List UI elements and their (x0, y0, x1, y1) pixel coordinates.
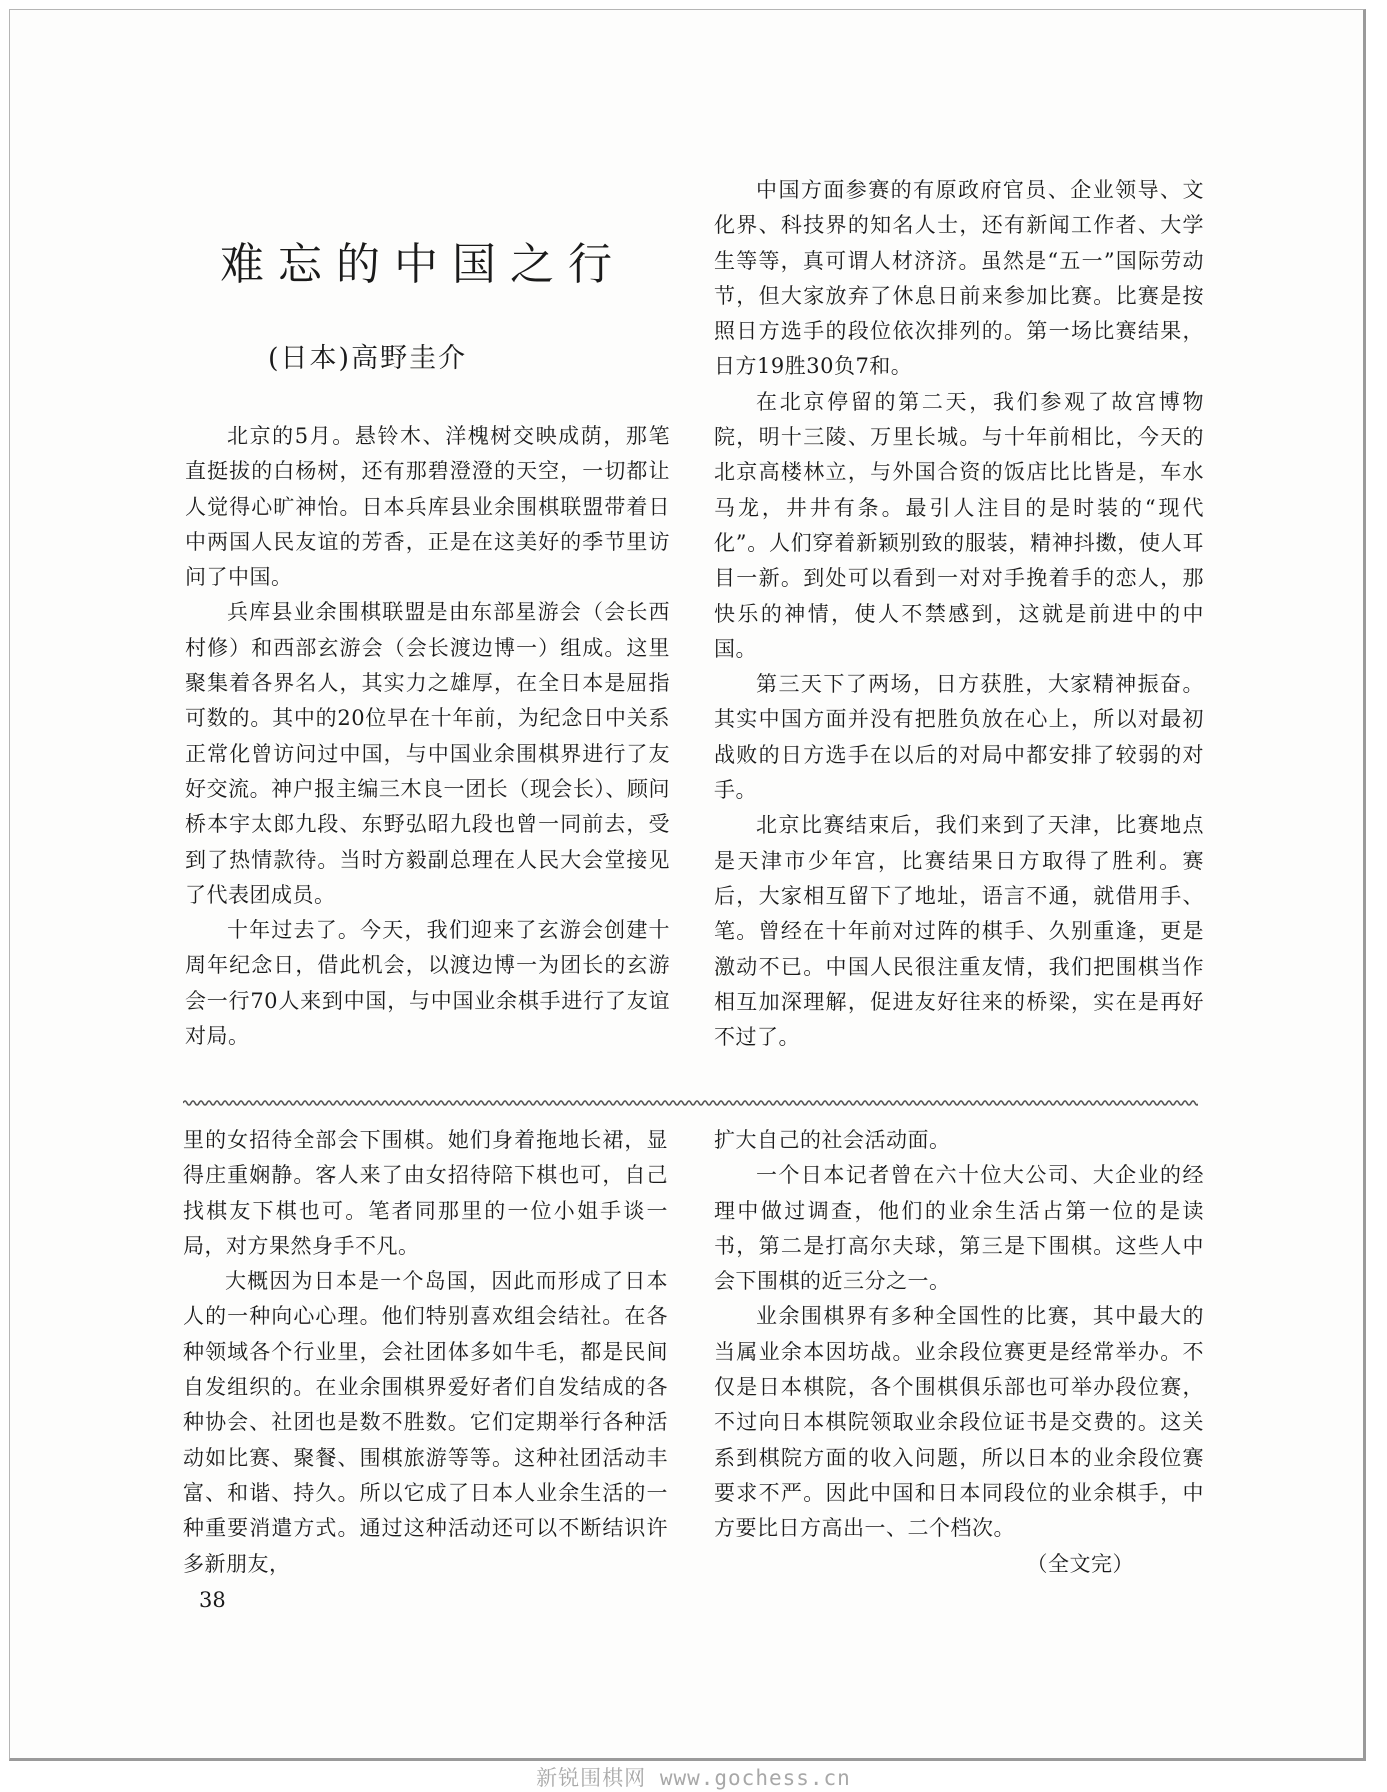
paragraph: 北京比赛结束后，我们来到了天津，比赛地点是天津市少年宫，比赛结果日方取得了胜利。赛后，大家相互留下了地址，语言不通，就借用手、笔。曾经在十年前对过阵的棋手、久别重逢，更是激动不已。中国人民很注重友情，我们把围棋当作相互加深理解，促进友好往来的桥梁，实在是再好不过了。 (714, 813, 1204, 1050)
paragraph: 十年过去了。今天，我们迎来了玄游会创建十周年纪念日，借此机会，以渡边博一为团长的玄游会一行70人来到中国，与中国业余棋手进行了友谊对局。 (185, 918, 670, 1049)
page-number: 38 (199, 1588, 226, 1612)
paragraph: 大概因为日本是一个岛国，因此而形成了日本人的一种向心心理。他们特别喜欢组会结社。在各种领域各个行业里，会社团体多如牛毛，都是民间自发组织的。在业余围棋界爱好者们自发结成的各种协会、社团也是数不胜数。它们定期举行各种活动如比赛、聚餐、围棋旅游等等。这种社团活动丰富、和谐、持久。所以它成了日本人业余生活的一种重要消遣方式。通过这种活动还可以不断结识许多新朋友， (183, 1269, 668, 1576)
column-bottom-left (183, 1123, 668, 1582)
article-title: 难忘的中国之行 (220, 239, 626, 290)
paragraph: 业余围棋界有多种全国性的比赛，其中最大的当属业余本因坊战。业余段位赛更是经常举办。不仅是日本棋院，各个围棋俱乐部也可举办段位赛，不过向日本棋院领取业余段位证书是交费的。这关系到棋院方面的收入问题，所以日本的业余段位赛要求不严。因此中国和日本同段位的业余棋手，中方要比日方高出一、二个档次。 (714, 1304, 1204, 1541)
paragraph: 北京的5月。悬铃木、洋槐树交映成荫，那笔直挺拔的白杨树，还有那碧澄澄的天空，一切都让人觉得心旷神怡。日本兵库县业余围棋联盟带着日中两国人民友谊的芳香，正是在这美好的季节里访问了中国。 (185, 424, 670, 590)
paragraph: 第三天下了两场，日方获胜，大家精神振奋。其实中国方面并没有把胜负放在心上，所以对最初战败的日方选手在以后的对局中都安排了较弱的对手。 (714, 672, 1204, 803)
paragraph: 在北京停留的第二天，我们参观了故宫博物院，明十三陵、万里长城。与十年前相比，今天的北京高楼林立，与外国合资的饭店比比皆是，车水马龙，井井有条。最引人注目的是时装的“现代化”。人们穿着新颖别致的服装，精神抖擞，使人耳目一新。到处可以看到一对对手挽着手的恋人，那快乐的神情，使人不禁感到，这就是前进中的中国。 (714, 389, 1204, 661)
paragraph: 里的女招待全部会下围棋。她们身着拖地长裙，显得庄重娴静。客人来了由女招待陪下棋也可，自己找棋友下棋也可。笔者同那里的一位小姐手谈一局，对方果然身手不凡。 (183, 1128, 668, 1258)
end-mark: （全文完） (1026, 1551, 1134, 1576)
column-top-left (185, 419, 670, 1054)
paragraph: 中国方面参赛的有原政府官员、企业领导、文化界、科技界的知名人士，还有新闻工作者、大学生等等，真可谓人材济济。虽然是“五一”国际劳动节，但大家放弃了休息日前来参加比赛。比赛是按照日方选手的段位依次排列的。第一场比赛结果，日方19胜30负7和。 (714, 178, 1204, 379)
paragraph: 扩大自己的社会活动面。 (714, 1128, 951, 1152)
article-author: (日本)高野圭介 (268, 343, 468, 374)
site-watermark: 新锐围棋网 www.gochess.cn (536, 1766, 851, 1790)
column-bottom-right (714, 1123, 1204, 1582)
paragraph: 兵库县业余围棋联盟是由东部星游会（会长西村修）和西部玄游会（会长渡边博一）组成。这里聚集着各界名人，其实力之雄厚，在全日本是屈指可数的。其中的20位早在十年前，为纪念日中关系正常化曾访问过中国，与中国业余围棋界进行了友好交流。神户报主编三木良一团长（现会长）、顾问桥本宇太郎九段、东野弘昭九段也曾一同前去，受到了热情款待。当时方毅副总理在人民大会堂接见了代表团成员。 (185, 600, 670, 907)
column-top-right (714, 173, 1204, 1055)
paragraph: 一个日本记者曾在六十位大公司、大企业的经理中做过调查，他们的业余生活占第一位的是读书，第二是打高尔夫球，第三是下围棋。这些人中会下围棋的近三分之一。 (714, 1163, 1204, 1294)
wavy-divider (183, 1097, 1198, 1109)
